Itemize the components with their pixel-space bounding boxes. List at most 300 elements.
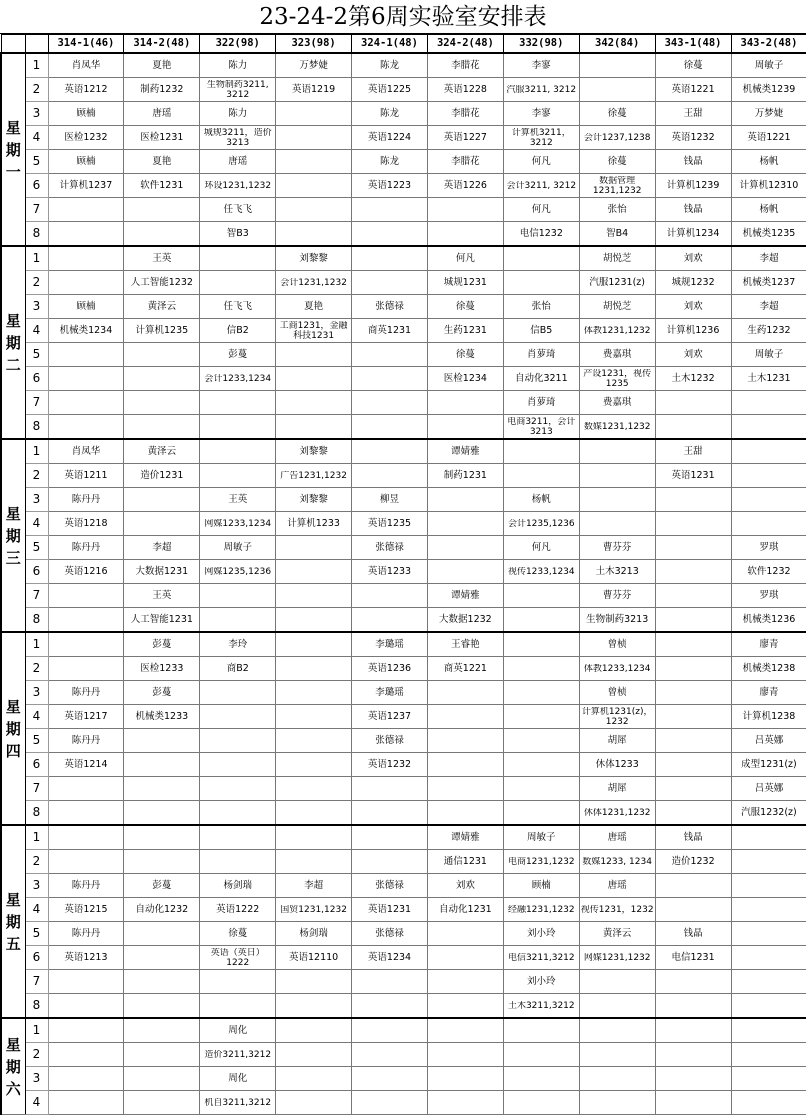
teacher-name: 李璐瑶 bbox=[375, 687, 404, 698]
teacher-cell bbox=[427, 53, 503, 78]
day-label-char: 星 bbox=[5, 1035, 21, 1054]
class-cell bbox=[200, 126, 276, 150]
teacher-cell bbox=[503, 970, 579, 994]
class-cell bbox=[276, 657, 352, 681]
teacher-name: 王英 bbox=[228, 494, 248, 505]
class-cell bbox=[200, 512, 276, 536]
day-label-char: 期 bbox=[5, 719, 21, 738]
teacher-cell bbox=[48, 584, 124, 608]
room-header: 342(84) bbox=[579, 35, 655, 54]
teacher-cell bbox=[276, 536, 352, 560]
teacher-cell bbox=[352, 53, 428, 78]
period-number: 5 bbox=[25, 150, 48, 174]
teacher-cell bbox=[579, 681, 655, 705]
class-cell bbox=[124, 560, 200, 584]
teacher-cell bbox=[655, 391, 731, 415]
class-name: 英语1221 bbox=[671, 84, 715, 95]
teacher-cell bbox=[124, 439, 200, 464]
class-cell bbox=[124, 126, 200, 150]
teacher-cell bbox=[124, 874, 200, 898]
class-cell bbox=[352, 1091, 428, 1115]
teacher-name: 顾楠 bbox=[76, 156, 96, 167]
teacher-name: 任飞飞 bbox=[223, 301, 252, 312]
class-name: 电信1231 bbox=[671, 952, 715, 963]
class-cell bbox=[48, 946, 124, 970]
class-name: 英语1212 bbox=[64, 84, 108, 95]
teacher-cell bbox=[200, 825, 276, 850]
teacher-cell bbox=[48, 488, 124, 512]
teacher-name: 黄泽云 bbox=[147, 446, 177, 457]
teacher-cell bbox=[124, 391, 200, 415]
class-name: 英语1216 bbox=[64, 566, 108, 577]
class-cell bbox=[276, 415, 352, 440]
teacher-cell bbox=[276, 198, 352, 222]
teacher-cell bbox=[427, 295, 503, 319]
class-cell bbox=[352, 608, 428, 633]
class-name: 汽服1232(z) bbox=[741, 807, 797, 818]
teacher-cell bbox=[427, 439, 503, 464]
period-number: 2 bbox=[25, 850, 48, 874]
period-number: 2 bbox=[25, 271, 48, 295]
teacher-name: 廖青 bbox=[759, 639, 779, 650]
class-cell bbox=[731, 898, 806, 922]
class-cell bbox=[427, 1091, 503, 1115]
class-cell bbox=[731, 657, 806, 681]
class-name: 自动化3211 bbox=[514, 373, 568, 384]
teacher-cell bbox=[579, 777, 655, 801]
teacher-cell bbox=[48, 1067, 124, 1091]
class-cell bbox=[731, 126, 806, 150]
teacher-cell bbox=[48, 246, 124, 271]
teacher-cell bbox=[276, 246, 352, 271]
class-name: 机械类1237 bbox=[742, 277, 796, 288]
teacher-cell bbox=[124, 681, 200, 705]
class-cell bbox=[124, 850, 200, 874]
class-cell bbox=[48, 560, 124, 584]
class-name: 商B2 bbox=[226, 663, 249, 674]
class-name: 造价3211,3212 bbox=[204, 1049, 272, 1060]
teacher-name: 张德禄 bbox=[375, 880, 404, 891]
teacher-name: 顾楠 bbox=[76, 301, 96, 312]
class-cell bbox=[352, 271, 428, 295]
class-name: 土木1231 bbox=[747, 373, 791, 384]
teacher-name: 周化 bbox=[228, 1025, 248, 1036]
period-row bbox=[1, 705, 806, 729]
class-cell bbox=[655, 1043, 731, 1067]
teacher-cell bbox=[48, 825, 124, 850]
class-name: 计算机1237 bbox=[59, 180, 113, 191]
class-cell bbox=[503, 415, 579, 440]
class-cell bbox=[579, 271, 655, 295]
class-cell bbox=[48, 1043, 124, 1067]
class-cell bbox=[276, 367, 352, 391]
class-cell bbox=[655, 174, 731, 198]
teacher-cell bbox=[352, 729, 428, 753]
period-number: 5 bbox=[25, 536, 48, 560]
teacher-name: 李腊花 bbox=[451, 108, 480, 119]
period-row bbox=[1, 295, 806, 319]
teacher-cell bbox=[276, 729, 352, 753]
class-name: 英语12110 bbox=[289, 952, 339, 963]
class-name: 会计1231,1232 bbox=[280, 277, 347, 288]
teacher-cell bbox=[503, 391, 579, 415]
class-cell bbox=[655, 946, 731, 970]
teacher-name: 周敏子 bbox=[527, 832, 556, 843]
teacher-cell bbox=[731, 729, 806, 753]
class-name: 会计1237,1238 bbox=[583, 132, 651, 143]
period-row bbox=[1, 271, 806, 295]
class-name: 英语1224 bbox=[367, 132, 412, 143]
teacher-cell bbox=[200, 439, 276, 464]
room-header-row bbox=[1, 35, 806, 54]
period-number: 2 bbox=[25, 1043, 48, 1067]
period-number: 5 bbox=[25, 343, 48, 367]
teacher-cell bbox=[503, 536, 579, 560]
teacher-cell bbox=[503, 584, 579, 608]
teacher-name: 李腊花 bbox=[451, 60, 480, 71]
class-cell bbox=[352, 319, 428, 343]
teacher-name: 夏艳 bbox=[152, 60, 172, 71]
room-header: 343-2(48) bbox=[731, 35, 806, 54]
class-name: 自动化1231 bbox=[439, 904, 492, 915]
teacher-cell bbox=[276, 777, 352, 801]
teacher-cell bbox=[655, 825, 731, 850]
period-row bbox=[1, 512, 806, 536]
class-name: 造价1231 bbox=[140, 470, 184, 481]
class-name: 英语1235 bbox=[367, 518, 412, 529]
teacher-name: 刘黎黎 bbox=[299, 494, 328, 505]
period-number: 4 bbox=[25, 898, 48, 922]
teacher-cell bbox=[352, 681, 428, 705]
class-name: 计算机1235 bbox=[135, 325, 189, 336]
class-cell bbox=[48, 174, 124, 198]
class-cell bbox=[124, 1043, 200, 1067]
teacher-cell bbox=[124, 777, 200, 801]
teacher-cell bbox=[352, 102, 428, 126]
class-cell bbox=[427, 946, 503, 970]
class-cell bbox=[200, 367, 276, 391]
teacher-name: 李腊花 bbox=[451, 156, 480, 167]
class-cell bbox=[276, 898, 352, 922]
class-name: 英语1217 bbox=[64, 711, 108, 722]
teacher-name: 肖凤华 bbox=[71, 60, 101, 71]
period-row bbox=[1, 681, 806, 705]
teacher-cell bbox=[48, 632, 124, 657]
teacher-cell bbox=[124, 343, 200, 367]
teacher-name: 曹芬芬 bbox=[602, 542, 632, 553]
teacher-cell bbox=[124, 488, 200, 512]
teacher-name: 钱晶 bbox=[683, 156, 703, 167]
class-cell bbox=[352, 415, 428, 440]
room-header: 324-1(48) bbox=[352, 35, 428, 54]
teacher-cell bbox=[503, 922, 579, 946]
teacher-cell bbox=[200, 632, 276, 657]
class-cell bbox=[731, 946, 806, 970]
period-row bbox=[1, 584, 806, 608]
class-cell bbox=[276, 222, 352, 247]
period-number: 7 bbox=[25, 970, 48, 994]
teacher-cell bbox=[655, 150, 731, 174]
teacher-cell bbox=[427, 874, 503, 898]
class-cell bbox=[579, 1091, 655, 1115]
teacher-name: 陈丹丹 bbox=[71, 880, 101, 891]
teacher-name: 钱晶 bbox=[683, 928, 703, 939]
class-cell bbox=[200, 898, 276, 922]
period-number: 3 bbox=[25, 488, 48, 512]
teacher-cell bbox=[427, 198, 503, 222]
teacher-cell bbox=[352, 922, 428, 946]
teacher-cell bbox=[655, 246, 731, 271]
class-name: 医检1234 bbox=[443, 373, 487, 384]
teacher-cell bbox=[655, 970, 731, 994]
class-name: 国贸1231,1232 bbox=[280, 904, 347, 915]
room-header: 324-2(48) bbox=[427, 35, 503, 54]
teacher-cell bbox=[503, 632, 579, 657]
class-cell bbox=[427, 801, 503, 826]
teacher-cell bbox=[427, 584, 503, 608]
class-name: 英语1223 bbox=[367, 180, 412, 191]
teacher-cell bbox=[731, 343, 806, 367]
teacher-cell bbox=[48, 1018, 124, 1043]
class-cell bbox=[200, 608, 276, 633]
period-row bbox=[1, 850, 806, 874]
class-cell bbox=[124, 705, 200, 729]
teacher-cell bbox=[655, 922, 731, 946]
period-number: 1 bbox=[25, 825, 48, 850]
teacher-name: 谭婧雅 bbox=[451, 832, 480, 843]
class-cell bbox=[655, 801, 731, 826]
class-cell bbox=[352, 560, 428, 584]
teacher-cell bbox=[579, 729, 655, 753]
class-name: 工商1231，金融科技1231 bbox=[279, 320, 348, 341]
teacher-cell bbox=[579, 246, 655, 271]
class-cell bbox=[427, 850, 503, 874]
class-cell bbox=[655, 464, 731, 488]
teacher-cell bbox=[276, 150, 352, 174]
teacher-cell bbox=[427, 150, 503, 174]
teacher-name: 张德禄 bbox=[375, 928, 404, 939]
class-name: 英语1214 bbox=[64, 759, 108, 770]
class-name: 信B5 bbox=[530, 325, 553, 336]
day-label bbox=[1, 53, 25, 246]
period-row bbox=[1, 415, 806, 440]
corner-cell bbox=[1, 35, 25, 54]
teacher-cell bbox=[655, 536, 731, 560]
class-cell bbox=[352, 222, 428, 247]
class-name: 计算机1238 bbox=[742, 711, 796, 722]
period-row bbox=[1, 608, 806, 633]
period-row bbox=[1, 1018, 806, 1043]
class-name: 成型1231(z) bbox=[741, 759, 797, 770]
class-cell bbox=[655, 850, 731, 874]
room-header: 332(98) bbox=[503, 35, 579, 54]
class-cell bbox=[503, 367, 579, 391]
period-row bbox=[1, 439, 806, 464]
teacher-cell bbox=[655, 729, 731, 753]
teacher-cell bbox=[579, 632, 655, 657]
class-cell bbox=[579, 946, 655, 970]
teacher-cell bbox=[352, 874, 428, 898]
class-cell bbox=[200, 1091, 276, 1115]
teacher-cell bbox=[427, 970, 503, 994]
class-cell bbox=[48, 801, 124, 826]
class-name: 英语1232 bbox=[671, 132, 715, 143]
class-cell bbox=[579, 222, 655, 247]
teacher-name: 刘黎黎 bbox=[299, 446, 328, 457]
class-cell bbox=[200, 222, 276, 247]
teacher-name: 杨剑瑞 bbox=[299, 928, 328, 939]
teacher-cell bbox=[655, 874, 731, 898]
class-cell bbox=[427, 608, 503, 633]
teacher-name: 曹芬芬 bbox=[602, 590, 632, 601]
teacher-cell bbox=[579, 970, 655, 994]
class-name: 生药1232 bbox=[747, 325, 791, 336]
class-cell bbox=[579, 994, 655, 1019]
class-cell bbox=[352, 464, 428, 488]
teacher-cell bbox=[427, 1067, 503, 1091]
period-number: 1 bbox=[25, 632, 48, 657]
class-name: 造价1232 bbox=[671, 856, 715, 867]
teacher-cell bbox=[352, 488, 428, 512]
class-cell bbox=[427, 174, 503, 198]
teacher-name: 夏艳 bbox=[152, 156, 172, 167]
class-cell bbox=[655, 126, 731, 150]
teacher-name: 钱晶 bbox=[683, 832, 703, 843]
teacher-cell bbox=[579, 439, 655, 464]
class-cell bbox=[503, 126, 579, 150]
class-cell bbox=[352, 946, 428, 970]
period-number: 3 bbox=[25, 1067, 48, 1091]
teacher-cell bbox=[200, 681, 276, 705]
period-number: 7 bbox=[25, 198, 48, 222]
teacher-cell bbox=[579, 488, 655, 512]
teacher-cell bbox=[200, 53, 276, 78]
teacher-cell bbox=[731, 488, 806, 512]
room-header: 323(98) bbox=[276, 35, 352, 54]
period-number: 8 bbox=[25, 608, 48, 633]
period-row bbox=[1, 1067, 806, 1091]
class-cell bbox=[48, 78, 124, 102]
teacher-name: 万梦婕 bbox=[754, 108, 784, 119]
day-label-char: 期 bbox=[5, 333, 21, 352]
teacher-name: 杨帆 bbox=[531, 494, 551, 505]
class-cell bbox=[276, 464, 352, 488]
class-cell bbox=[352, 126, 428, 150]
teacher-name: 王英 bbox=[152, 590, 172, 601]
period-row bbox=[1, 488, 806, 512]
class-cell bbox=[655, 367, 731, 391]
class-cell bbox=[579, 898, 655, 922]
teacher-cell bbox=[503, 295, 579, 319]
class-cell bbox=[579, 753, 655, 777]
period-row bbox=[1, 657, 806, 681]
teacher-name: 唐瑶 bbox=[607, 880, 627, 891]
class-cell bbox=[427, 994, 503, 1019]
teacher-cell bbox=[427, 102, 503, 126]
teacher-cell bbox=[124, 970, 200, 994]
period-number: 3 bbox=[25, 874, 48, 898]
teacher-name: 王英 bbox=[152, 253, 172, 264]
class-name: 英语1231 bbox=[671, 470, 715, 481]
teacher-name: 陈龙 bbox=[380, 156, 400, 167]
class-name: 计算机3211，3212 bbox=[511, 127, 571, 148]
teacher-cell bbox=[200, 729, 276, 753]
class-cell bbox=[124, 898, 200, 922]
class-name: 英语1232 bbox=[367, 759, 412, 770]
class-cell bbox=[427, 367, 503, 391]
teacher-name: 李超 bbox=[152, 542, 172, 553]
teacher-cell bbox=[731, 53, 806, 78]
teacher-name: 陈力 bbox=[228, 108, 248, 119]
period-row bbox=[1, 874, 806, 898]
teacher-cell bbox=[276, 343, 352, 367]
teacher-cell bbox=[655, 1067, 731, 1091]
class-name: 人工智能1231 bbox=[130, 614, 193, 625]
teacher-name: 陈丹丹 bbox=[71, 494, 101, 505]
teacher-name: 柳昱 bbox=[380, 494, 400, 505]
teacher-name: 万梦婕 bbox=[299, 60, 328, 71]
class-cell bbox=[655, 271, 731, 295]
class-name: 信B2 bbox=[226, 325, 249, 336]
period-row bbox=[1, 174, 806, 198]
period-number: 7 bbox=[25, 777, 48, 801]
page-title: 23-24-2第6周实验室安排表 bbox=[0, 0, 806, 34]
class-cell bbox=[200, 319, 276, 343]
teacher-cell bbox=[352, 584, 428, 608]
teacher-name: 刘黎黎 bbox=[299, 253, 328, 264]
teacher-cell bbox=[655, 53, 731, 78]
class-cell bbox=[427, 271, 503, 295]
class-name: 智B4 bbox=[606, 228, 629, 239]
class-cell bbox=[124, 946, 200, 970]
teacher-cell bbox=[276, 825, 352, 850]
teacher-name: 李超 bbox=[759, 301, 779, 312]
teacher-cell bbox=[352, 343, 428, 367]
period-row bbox=[1, 343, 806, 367]
teacher-cell bbox=[579, 343, 655, 367]
teacher-name: 胡犀 bbox=[607, 735, 627, 746]
teacher-cell bbox=[124, 53, 200, 78]
class-cell bbox=[579, 174, 655, 198]
teacher-cell bbox=[200, 198, 276, 222]
day-label-char: 四 bbox=[5, 741, 21, 760]
class-cell bbox=[48, 126, 124, 150]
day-label-char: 期 bbox=[5, 140, 21, 159]
teacher-cell bbox=[579, 1067, 655, 1091]
teacher-name: 唐瑶 bbox=[607, 832, 627, 843]
teacher-cell bbox=[427, 729, 503, 753]
class-cell bbox=[731, 753, 806, 777]
teacher-name: 周敏子 bbox=[754, 349, 784, 360]
class-name: 生物制药3213 bbox=[586, 614, 649, 625]
class-cell bbox=[503, 1091, 579, 1115]
class-cell bbox=[427, 1043, 503, 1067]
teacher-cell bbox=[503, 488, 579, 512]
teacher-cell bbox=[579, 391, 655, 415]
class-cell bbox=[427, 415, 503, 440]
period-row bbox=[1, 150, 806, 174]
teacher-cell bbox=[200, 1067, 276, 1091]
class-name: 城规1232 bbox=[671, 277, 715, 288]
teacher-cell bbox=[200, 343, 276, 367]
teacher-name: 徐蔓 bbox=[683, 60, 703, 71]
teacher-cell bbox=[655, 295, 731, 319]
teacher-name: 彭蔓 bbox=[152, 880, 172, 891]
class-cell bbox=[655, 560, 731, 584]
class-name: 汽服1231(z) bbox=[589, 277, 645, 288]
day-label bbox=[1, 246, 25, 439]
period-row bbox=[1, 729, 806, 753]
